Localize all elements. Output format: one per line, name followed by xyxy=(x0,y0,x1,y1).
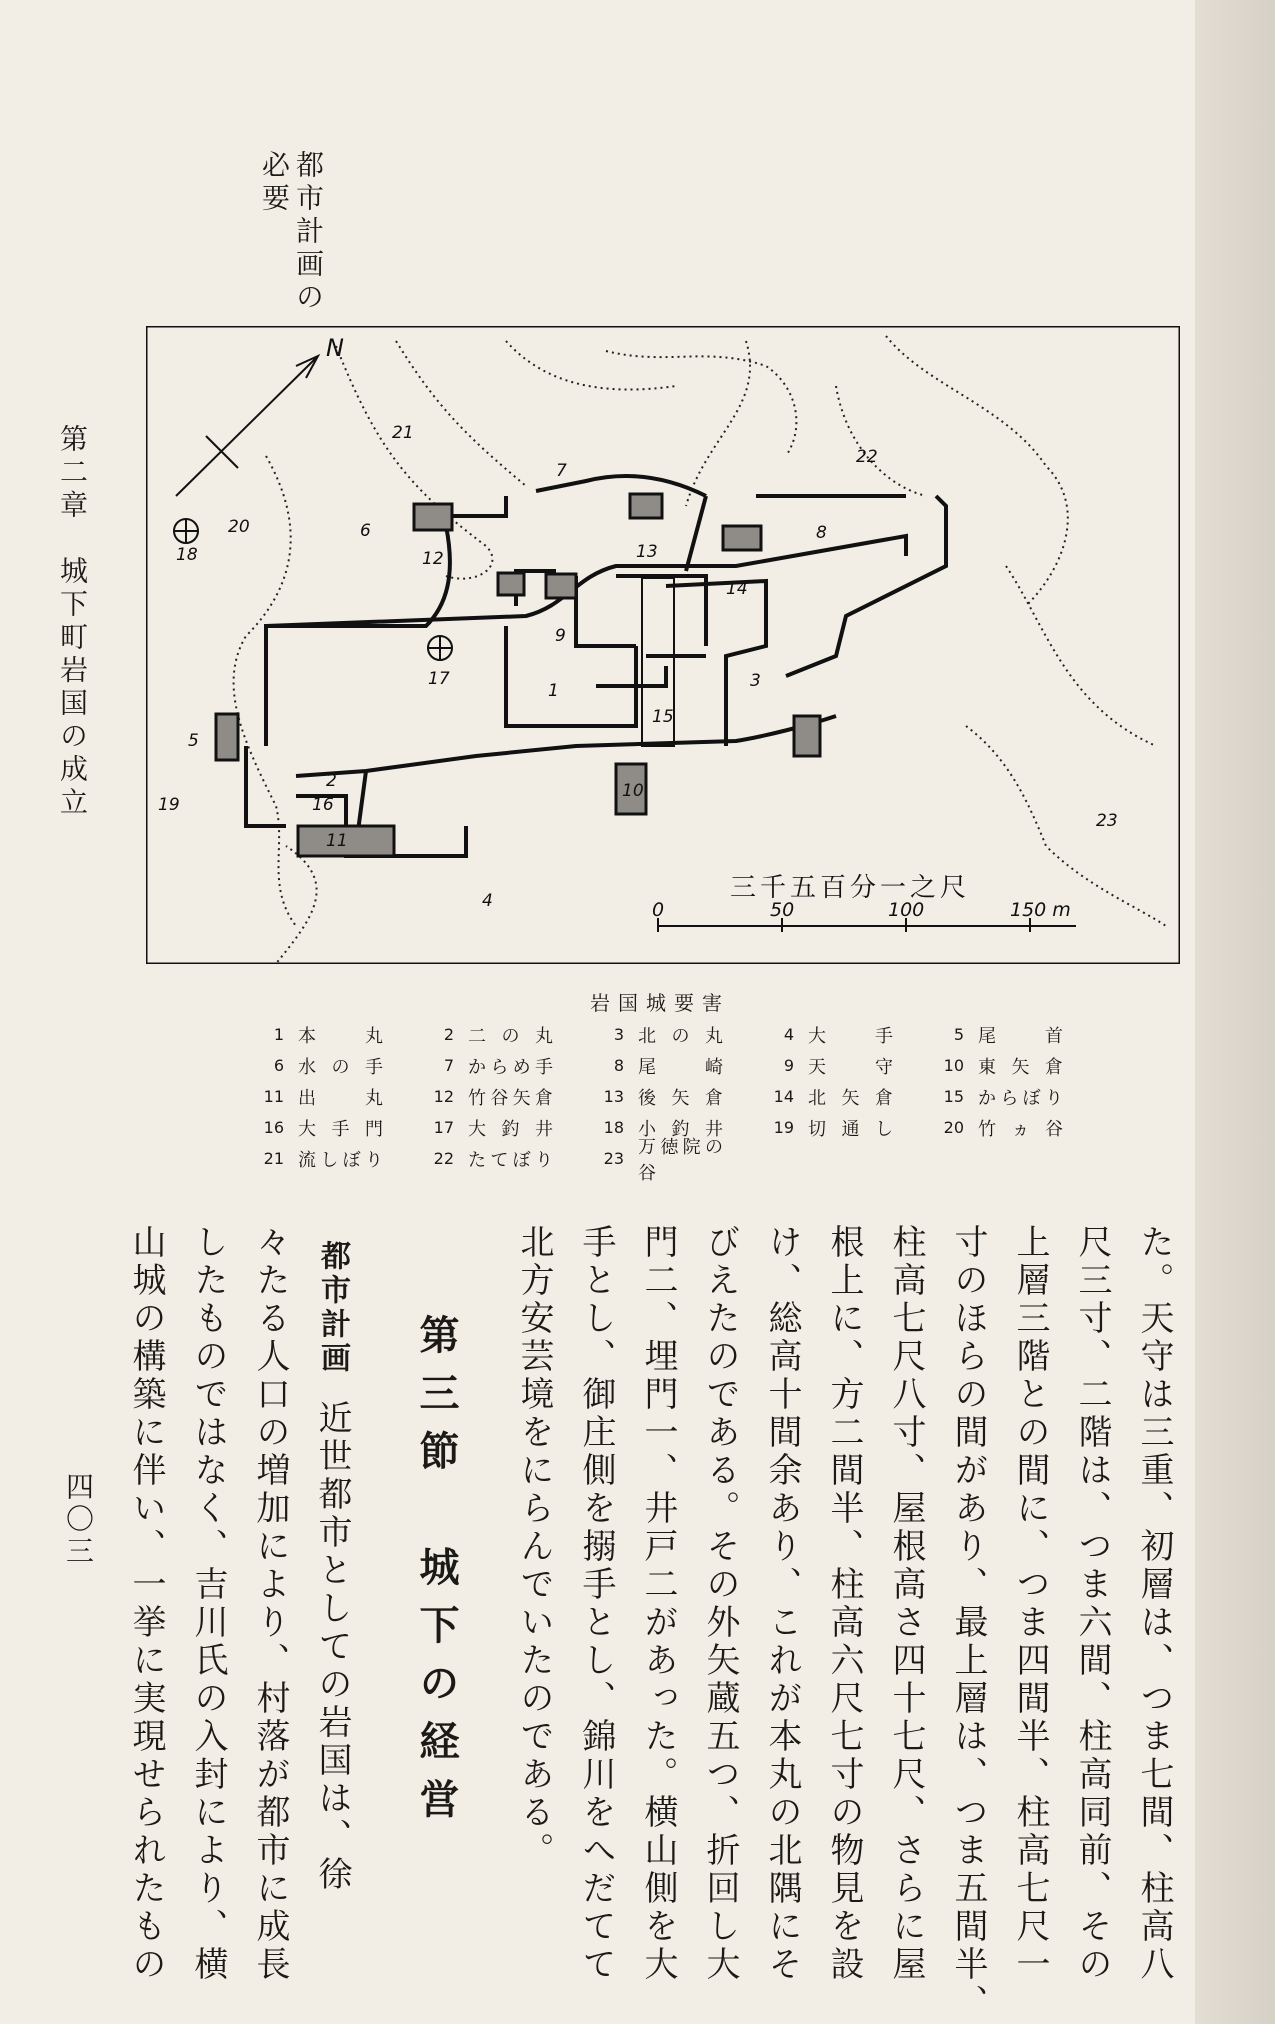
legend-number: 23 xyxy=(603,1149,624,1168)
para-column-1: 近世都市としての岩国は、徐 xyxy=(312,1400,352,1894)
map-label-11: 11 xyxy=(326,831,348,851)
scale-tick-50: 50 xyxy=(770,899,795,921)
legend-number: 15 xyxy=(943,1087,964,1106)
legend-number: 11 xyxy=(263,1087,284,1106)
legend-name: 尾崎 xyxy=(638,1056,724,1078)
legend-item xyxy=(760,1082,930,1111)
legend-number: 5 xyxy=(953,1025,964,1044)
running-head-chapter: 第二章 城下町岩国の成立 xyxy=(56,424,89,820)
legend-item xyxy=(930,1020,1100,1049)
legend-item xyxy=(420,1144,590,1173)
wells xyxy=(174,519,452,660)
running-head-subtitle-1: 都市計画の xyxy=(292,150,325,315)
legend-number: 4 xyxy=(783,1025,794,1044)
map-label-22: 22 xyxy=(856,447,878,467)
page-number: 四〇三 xyxy=(62,1472,95,1568)
map-label-3: 3 xyxy=(750,671,761,691)
map-label-23: 23 xyxy=(1096,811,1118,831)
legend-name: 万徳院の谷 xyxy=(638,1136,724,1184)
legend-number: 1 xyxy=(273,1025,284,1044)
body-column-7: け、総高十間余あり、これが本丸の北隅にそ xyxy=(762,1224,802,1984)
body-column-10: 手とし、御庄側を搦手とし、錦川をへだてて xyxy=(576,1224,616,1984)
body-column-8: びえたのである。その外矢蔵五つ、折回し大 xyxy=(700,1224,740,1984)
legend-number: 7 xyxy=(443,1056,454,1075)
legend-number: 17 xyxy=(433,1118,454,1137)
legend-name: 後矢倉 xyxy=(638,1087,724,1109)
legend-item xyxy=(590,1020,760,1049)
legend-number: 20 xyxy=(943,1118,964,1137)
legend-item xyxy=(590,1051,760,1080)
legend-item xyxy=(760,1051,930,1080)
running-head-subtitle-2: 必要 xyxy=(258,150,291,216)
legend-name: 北矢倉 xyxy=(808,1087,894,1109)
map-label-4: 4 xyxy=(482,891,493,911)
legend-name: 出丸 xyxy=(298,1087,384,1109)
map-label-9: 9 xyxy=(555,626,566,646)
legend-number: 21 xyxy=(263,1149,284,1168)
legend-item xyxy=(760,1020,930,1049)
castle-map xyxy=(146,326,1180,964)
body-column-11: 北方安芸境をにらんでいたのである。 xyxy=(514,1224,554,1870)
map-label-18: 18 xyxy=(176,545,198,565)
map-label-13: 13 xyxy=(636,542,658,562)
north-label: N xyxy=(326,334,344,362)
terrain-slopes xyxy=(234,336,1166,964)
legend-name: 天守 xyxy=(808,1056,894,1078)
legend-name: 北の丸 xyxy=(638,1025,724,1047)
legend-name: 流しぼり xyxy=(298,1149,384,1171)
body-column-2: 尺三寸、二階は、つま六間、柱高同前、その xyxy=(1072,1224,1112,1984)
scale-tick-100: 100 xyxy=(888,899,925,921)
legend-item xyxy=(420,1082,590,1111)
legend-title: 岩国城要害 xyxy=(590,991,730,1015)
legend-name: 小釣井 xyxy=(638,1118,724,1140)
legend-name: 大手 xyxy=(808,1025,894,1047)
legend-item xyxy=(420,1051,590,1080)
legend-name: 大手門 xyxy=(298,1118,384,1140)
legend-number: 8 xyxy=(613,1056,624,1075)
map-frame xyxy=(146,326,1180,964)
map-label-2: 2 xyxy=(326,771,337,791)
legend-item xyxy=(590,1136,760,1184)
legend-number: 22 xyxy=(433,1149,454,1168)
para-column-2: 々たる人口の増加により、村落が都市に成長 xyxy=(250,1224,290,1984)
towers xyxy=(216,494,820,856)
legend-number: 16 xyxy=(263,1118,284,1137)
map-label-17: 17 xyxy=(428,669,450,689)
map-label-12: 12 xyxy=(422,549,444,569)
legend-name: からめ手 xyxy=(468,1056,554,1078)
subheading-toshi-keikaku: 都市計画 xyxy=(315,1240,350,1376)
legend-number: 6 xyxy=(273,1056,284,1075)
legend-number: 3 xyxy=(613,1025,624,1044)
north-arrow xyxy=(176,356,318,496)
map-label-7: 7 xyxy=(556,461,567,481)
legend-item xyxy=(930,1113,1100,1142)
legend-number: 10 xyxy=(943,1056,964,1075)
section-title: 第三節 城下の経営 xyxy=(413,1314,460,1836)
legend-name: 切通し xyxy=(808,1118,894,1140)
body-column-6: 根上に、方二間半、柱高六尺七寸の物見を設 xyxy=(824,1224,864,1984)
legend-list xyxy=(250,1020,1100,1184)
legend-number: 9 xyxy=(783,1056,794,1075)
map-label-16: 16 xyxy=(312,795,334,815)
body-column-9: 門二、埋門一、井戸二があった。横山側を大 xyxy=(638,1224,678,1984)
legend-name: たてぼり xyxy=(468,1149,554,1171)
legend-number: 14 xyxy=(773,1087,794,1106)
map-label-21: 21 xyxy=(392,423,414,443)
legend-number: 19 xyxy=(773,1118,794,1137)
legend-item xyxy=(590,1082,760,1111)
legend-item xyxy=(930,1051,1100,1080)
map-label-1: 1 xyxy=(548,681,559,701)
body-column-4: 寸のほらの間があり、最上層は、つま五間半、 xyxy=(948,1224,988,2022)
para-column-3: したものではなく、吉川氏の入封により、横 xyxy=(188,1224,228,1984)
body-column-1: た。天守は三重、初層は、つま七間、柱高八 xyxy=(1134,1224,1174,1984)
body-column-3: 上層三階との間に、つま四間半、柱高七尺一 xyxy=(1010,1224,1050,1984)
legend-name: 大釣井 xyxy=(468,1118,554,1140)
legend-number: 13 xyxy=(603,1087,624,1106)
para-column-4: 山城の構築に伴い、一挙に実現せられたもの xyxy=(126,1224,166,1984)
legend-name: 竹谷矢倉 xyxy=(468,1087,554,1109)
legend-item xyxy=(760,1113,930,1142)
body-column-5: 柱高七尺八寸、屋根高さ四十七尺、さらに屋 xyxy=(886,1224,926,1984)
map-label-15: 15 xyxy=(652,707,674,727)
legend-item xyxy=(420,1113,590,1142)
legend-name: からぼり xyxy=(978,1087,1064,1109)
scale-tick-150: 150 m xyxy=(1010,899,1071,921)
legend-name: 水の手 xyxy=(298,1056,384,1078)
legend-name: 本丸 xyxy=(298,1025,384,1047)
legend-number: 18 xyxy=(603,1118,624,1137)
legend-number: 12 xyxy=(433,1087,454,1106)
map-label-5: 5 xyxy=(188,731,199,751)
legend-name: 竹ヵ谷 xyxy=(978,1118,1064,1140)
legend-item xyxy=(250,1020,420,1049)
legend-item xyxy=(250,1113,420,1142)
map-label-19: 19 xyxy=(158,795,180,815)
legend-item xyxy=(930,1082,1100,1111)
map-label-6: 6 xyxy=(360,521,371,541)
legend-item xyxy=(250,1051,420,1080)
legend-item xyxy=(250,1082,420,1111)
legend-name: 東矢倉 xyxy=(978,1056,1064,1078)
legend-number: 2 xyxy=(443,1025,454,1044)
scale-title: 三千五百分一之尺 xyxy=(730,873,971,903)
castle-walls xyxy=(246,476,946,856)
page-edge xyxy=(1195,0,1275,2024)
legend-item xyxy=(250,1144,420,1173)
scale-tick-0: 0 xyxy=(652,899,665,921)
map-label-14: 14 xyxy=(726,579,748,599)
castle-map-svg xyxy=(146,326,1180,964)
map-label-10: 10 xyxy=(622,781,644,801)
map-label-8: 8 xyxy=(816,523,827,543)
legend-name: 尾首 xyxy=(978,1025,1064,1047)
legend-name: 二の丸 xyxy=(468,1025,554,1047)
legend-item xyxy=(420,1020,590,1049)
map-label-20: 20 xyxy=(228,517,250,537)
